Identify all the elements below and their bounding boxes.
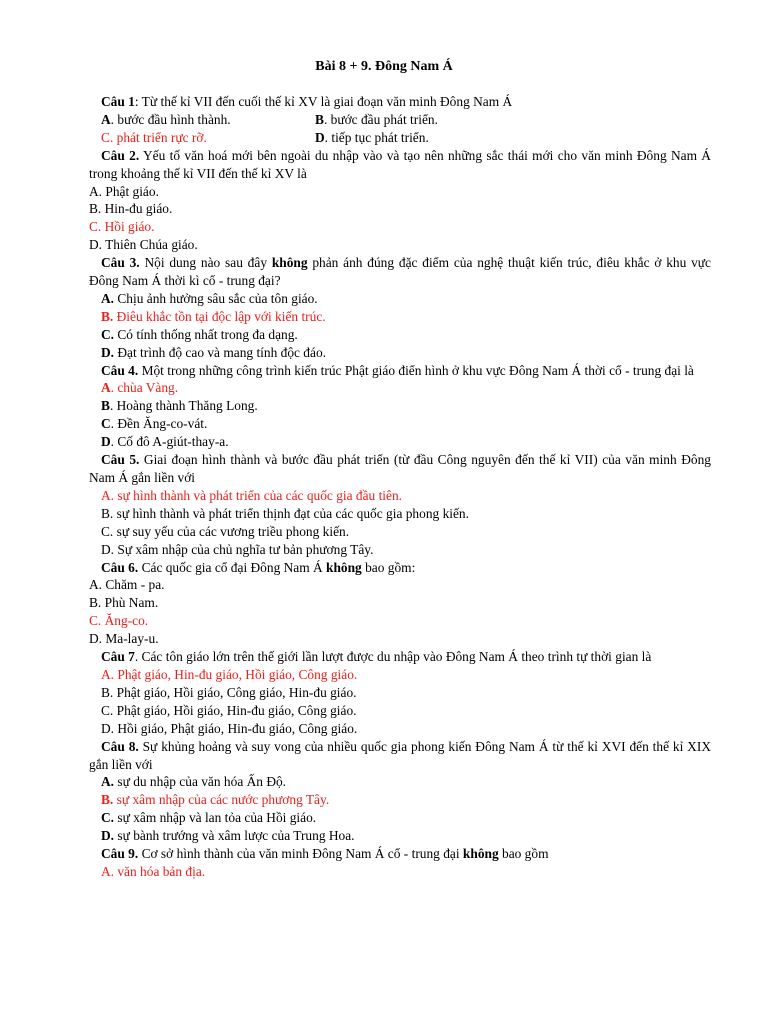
option-a-correct: A. Phật giáo, Hin-đu giáo, Hồi giáo, Công giáo. xyxy=(101,666,358,682)
question-1 xyxy=(89,93,711,111)
option-d: D. sự bành trướng và xâm lược của Trung Hoa. xyxy=(101,828,355,844)
option-c: C. Đền Ăng-co-vát. xyxy=(101,416,208,432)
option-b: B. sự hình thành và phát triển thịnh đạt của các quốc gia phong kiến. xyxy=(101,505,469,521)
question-list xyxy=(89,93,711,881)
question-label: Câu 7 xyxy=(101,649,135,665)
question-text: Giai đoạn hình thành và bước đầu phát triển (từ đầu Công nguyên đến thế kỉ VII) của văn minh Đông Nam Á gắn liền với xyxy=(89,452,711,486)
option-d: D. Cố đô A-giút-thay-a. xyxy=(101,434,229,450)
option-c: C. Phật giáo, Hồi giáo, Hin-đu giáo, Công giáo. xyxy=(101,702,357,718)
option-c-correct: C. Ăng-co. xyxy=(89,613,149,629)
options-row xyxy=(89,129,711,147)
option-b: B. Hoàng thành Thăng Long. xyxy=(101,398,258,414)
option-b-correct: B. Điêu khắc tồn tại độc lập với kiến trúc. xyxy=(101,308,326,324)
keyword-khong: không xyxy=(271,255,308,271)
option-d: D. Ma-lay-u. xyxy=(89,631,159,647)
question-label: Câu 1 xyxy=(101,94,135,109)
question-3: Câu 3. Nội dung nào sau đây không phản ánh đúng đặc điểm của nghệ thuật kiến trúc, điêu khắc ở khu vực Đông Nam Á thời kì cổ - trung đại? xyxy=(89,255,711,289)
option-a: A. sự du nhập của văn hóa Ấn Độ. xyxy=(101,774,287,790)
question-label: Câu 9. xyxy=(101,846,139,862)
option-b: B. Phù Nam. xyxy=(89,595,159,611)
question-label: Câu 2. xyxy=(101,147,140,163)
question-5 xyxy=(89,451,711,487)
question-text: Sự khủng hoảng và suy vong của nhiều quốc gia phong kiến Đông Nam Á từ thế kỉ XVI đến thế kỉ XIX gắn liền với xyxy=(89,738,711,772)
question-4 xyxy=(89,362,711,380)
question-label: Câu 3. xyxy=(101,255,140,271)
question-text: : Từ thế kỉ VII đến cuối thế kỉ XV là giai đoạn văn minh Đông Nam Á xyxy=(134,94,513,109)
question-text: Một trong những công trình kiến trúc Phật giáo điển hình ở khu vực Đông Nam Á thời cổ - trung đại là xyxy=(138,362,694,378)
option-c-correct: C. phát triển rực rỡ. xyxy=(101,129,207,145)
question-9: Câu 9. Cơ sở hình thành của văn minh Đông Nam Á cổ - trung đại không bao gồm xyxy=(101,846,549,862)
option-a-correct: A. chùa Vàng. xyxy=(101,380,179,396)
option-d: D. Đạt trình độ cao và mang tính độc đáo. xyxy=(101,344,326,360)
question-6: Câu 6. Các quốc gia cổ đại Đông Nam Á không bao gồm: xyxy=(101,559,416,575)
question-label: Câu 4. xyxy=(101,362,139,378)
option-d: D. Hồi giáo, Phật giáo, Hin-đu giáo, Công giáo. xyxy=(101,720,358,736)
page-title: Bài 8 + 9. Đông Nam Á xyxy=(315,59,453,74)
option-c-correct: C. Hồi giáo. xyxy=(89,219,155,235)
question-label: Câu 5. xyxy=(101,452,140,468)
option-b: B. bước đầu phát triển. xyxy=(315,111,438,127)
keyword-khong: không xyxy=(462,846,499,862)
option-c: C. sự xâm nhập và lan tỏa của Hồi giáo. xyxy=(101,810,317,826)
option-a-correct: A. văn hóa bản địa. xyxy=(101,863,206,879)
option-b-correct: B. sự xâm nhập của các nước phương Tây. xyxy=(101,792,330,808)
option-d: D. Thiên Chúa giáo. xyxy=(89,237,198,253)
option-c: C. Có tính thống nhất trong đa dạng. xyxy=(101,326,298,342)
question-label: Câu 6. xyxy=(101,559,139,575)
option-a: A. Phật giáo. xyxy=(89,183,159,199)
keyword-khong: không xyxy=(326,559,362,575)
option-b: B. Hin-đu giáo. xyxy=(89,201,173,217)
question-label: Câu 8. xyxy=(101,738,139,754)
options-row xyxy=(89,111,711,129)
option-a: A. bước đầu hình thành. xyxy=(101,111,231,127)
question-text: Yếu tố văn hoá mới bên ngoài du nhập vào và tạo nên những sắc thái mới cho văn minh Đông Nam Á trong khoảng thế kỉ VII đến thế kỉ XV là xyxy=(89,147,711,181)
question-text: . Các tôn giáo lớn trên thế giới lần lượt được du nhập vào Đông Nam Á theo trình tự thời gian là xyxy=(134,649,652,665)
question-7 xyxy=(89,648,711,666)
question-2 xyxy=(89,147,711,183)
option-a: A. Chăm - pa. xyxy=(89,577,165,593)
option-d: D. tiếp tục phát triển. xyxy=(315,129,429,145)
option-a: A. Chịu ảnh hưởng sâu sắc của tôn giáo. xyxy=(101,290,318,306)
question-8 xyxy=(89,738,711,774)
option-c: C. sự suy yếu của các vương triều phong kiến. xyxy=(101,523,350,539)
option-a-correct: A. sự hình thành và phát triển của các quốc gia đầu tiên. xyxy=(101,487,403,503)
option-b: B. Phật giáo, Hồi giáo, Công giáo, Hin-đu giáo. xyxy=(101,684,357,700)
option-d: D. Sự xâm nhập của chủ nghĩa tư bản phương Tây. xyxy=(101,541,374,557)
